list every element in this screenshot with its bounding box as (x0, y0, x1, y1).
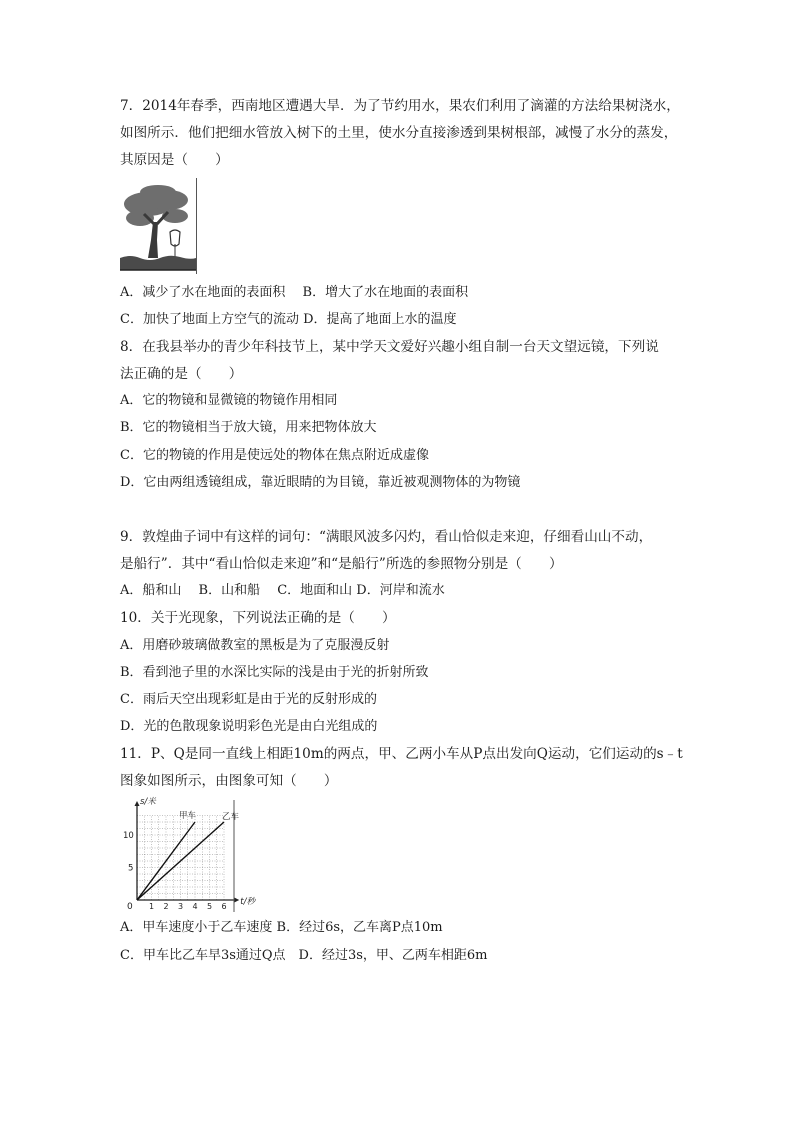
ground (120, 256, 196, 270)
q11-options-line-1: A．甲车速度小于乙车速度 B．经过6s，乙车离P点10m (120, 920, 443, 935)
q7-options-line-2: C．加快了地面上方空气的流动 D．提高了地面上水的温度 (120, 312, 457, 327)
q10-option-c: C．雨后天空出现彩虹是由于光的反射形成的 (120, 692, 377, 707)
x-tick-label: 5 (207, 902, 213, 911)
y-tick-label: 5 (128, 863, 134, 874)
q9-stem-line-1: 9．敦煌曲子词中有这样的词句：“满眼风波多闪灼，看山恰似走来迎，仔细看山山不动， (120, 529, 653, 545)
series-label-1: 乙车 (222, 812, 240, 822)
q11-options-line-2: C．甲车比乙车早3s通过Q点 D．经过3s，甲、乙两车相距6m (120, 948, 488, 963)
q10-option-b: B．看到池子里的水深比实际的浅是由于光的折射所致 (120, 665, 429, 680)
series-line-0 (137, 822, 195, 900)
x-tick-label: 2 (163, 902, 169, 911)
q8-option-c: C．它的物镜的作用是使远处的物体在焦点附近成虚像 (120, 448, 429, 463)
q9-options: A．船和山 B．山和船 C．地面和山 D．河岸和流水 (120, 583, 445, 598)
q8-option-a: A．它的物镜和显微镜的物镜作用相同 (120, 393, 338, 408)
y-axis-label: s/米 (140, 797, 156, 807)
q8-option-b: B．它的物镜相当于放大镜，用来把物体放大 (120, 420, 377, 435)
q11-stem-line-1: 11．P、Q是同一直线上相距10m的两点，甲、乙两小车从P点出发向Q运动，它们运动的s﹣t (120, 746, 683, 762)
tree-canopy (124, 185, 188, 226)
x-axis-arrow (234, 898, 239, 903)
q10-stem: 10．关于光现象，下列说法正确的是（ ） (120, 610, 396, 626)
q7-stem-line-2: 如图所示．他们把细水管放入树下的土里，使水分直接渗透到果树根部，减慢了水分的蒸发， (120, 125, 678, 141)
x-tick-label: 1 (149, 902, 155, 911)
s-t-chart (118, 797, 255, 912)
origin-label: 0 (127, 902, 133, 912)
y-tick-label: 10 (123, 831, 134, 841)
q8-stem-line-1: 8．在我县举办的青少年科技节上，某中学天文爱好兴趣小组自制一台天文望远镜，下列说 (120, 339, 659, 355)
q7-options-line-1: A．减少了水在地面的表面积 B．增大了水在地面的表面积 (120, 285, 469, 300)
q10-option-a: A．用磨砂玻璃做教室的黑板是为了克服漫反射 (120, 638, 390, 653)
chart-grid (137, 816, 224, 901)
x-axis-label: t/秒 (240, 897, 255, 907)
s-t-graph-figure (118, 797, 255, 912)
series-label-0: 甲车 (179, 811, 197, 821)
q11-stem-line-2: 图象如图所示，由图象可知（ ） (120, 773, 338, 789)
q10-option-d: D．光的色散现象说明彩色光是由白光组成的 (120, 719, 378, 734)
tree-trunk (148, 222, 158, 258)
q7-stem-line-1: 7．2014年春季，西南地区遭遇大旱．为了节约用水，果农们利用了滴灌的方法给果树浇水， (120, 98, 680, 114)
q7-stem-line-3: 其原因是（ ） (120, 152, 229, 168)
y-axis-arrow (135, 801, 140, 806)
q9-stem-line-2: 是船行”．其中“看山恰似走来迎”和“是船行”所选的参照物分别是（ ） (120, 556, 563, 572)
x-tick-label: 3 (178, 902, 184, 911)
q8-option-d: D．它由两组透镜组成，靠近眼睛的为目镜，靠近被观测物体的为物镜 (120, 475, 521, 490)
drip-irrigation-tree-figure (120, 178, 197, 274)
q8-stem-line-2: 法正确的是（ ） (120, 366, 243, 382)
x-tick-label: 4 (192, 902, 198, 911)
x-tick-label: 6 (221, 902, 227, 911)
drip-bag-icon (170, 230, 180, 246)
